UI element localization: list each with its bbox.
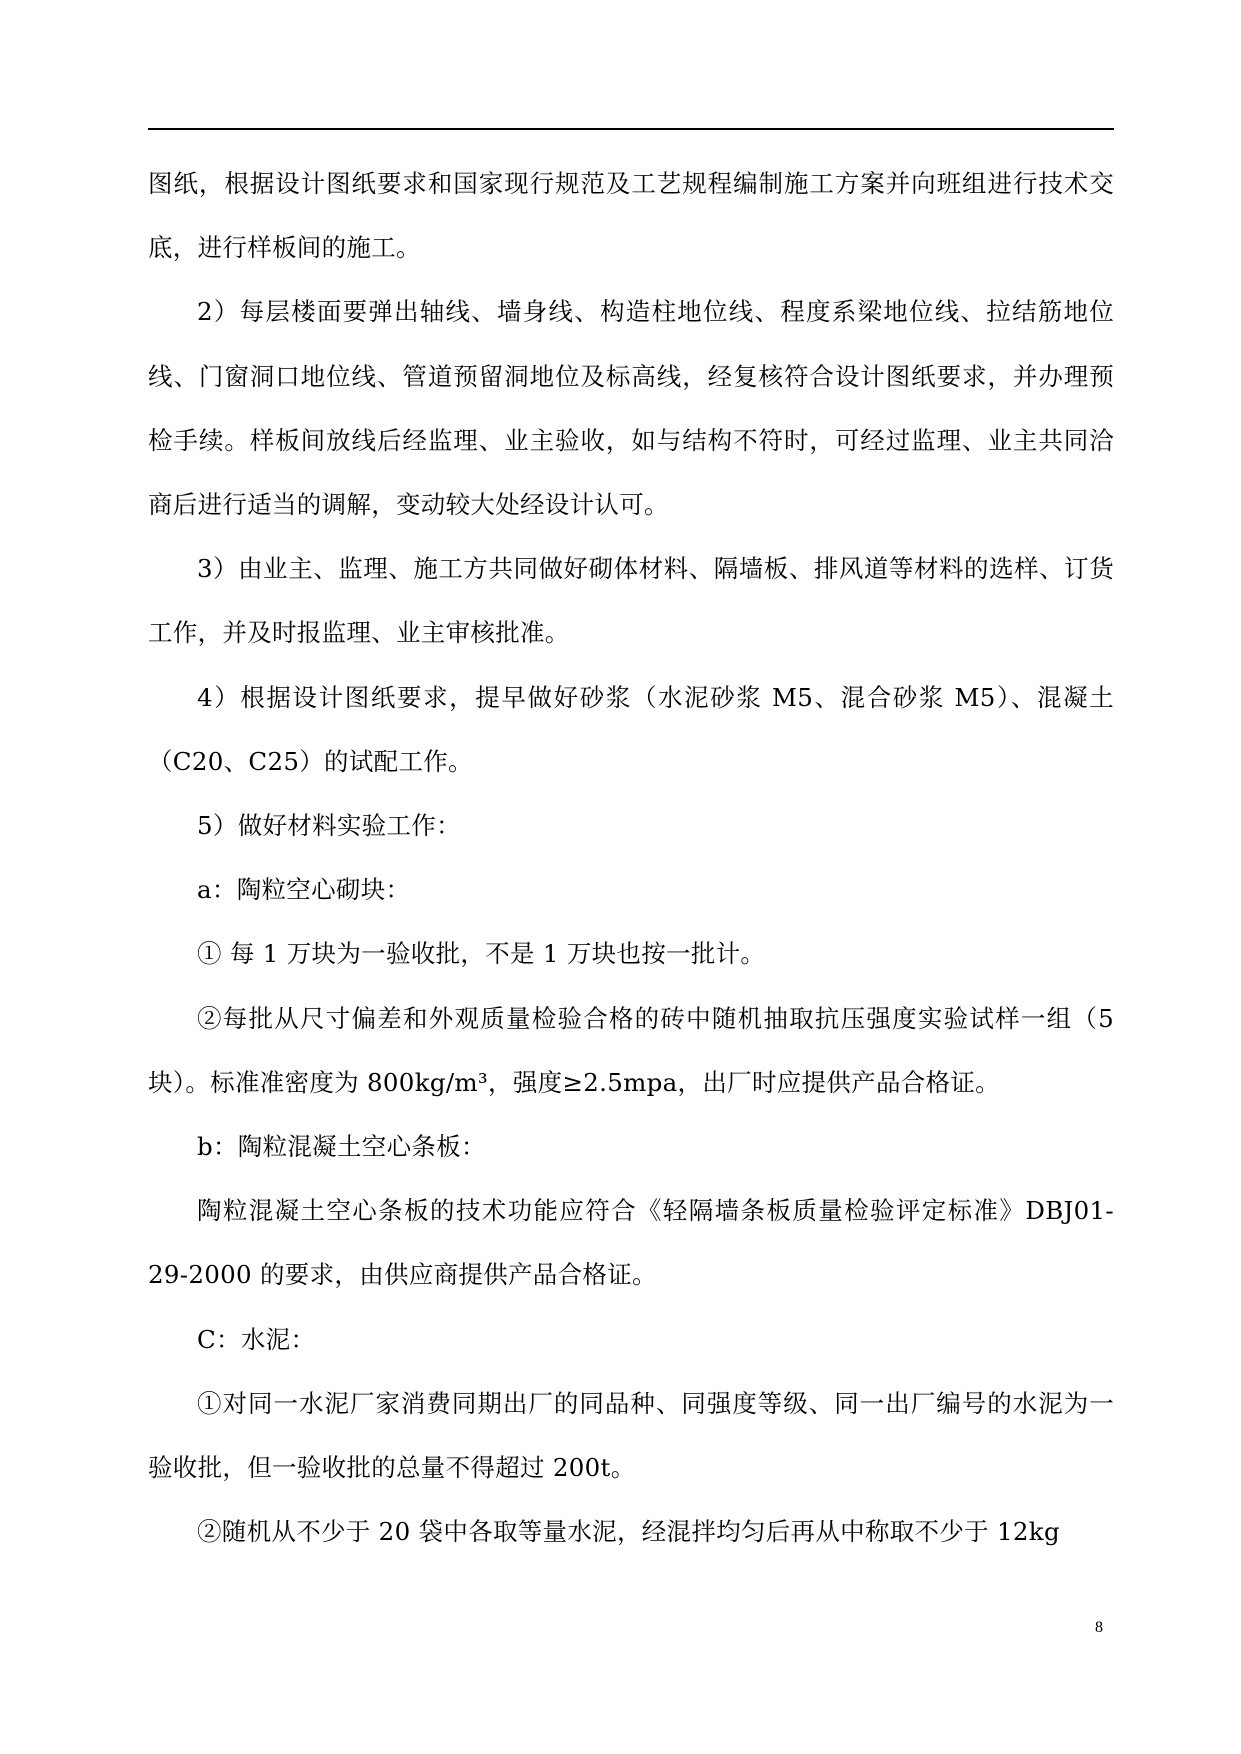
paragraph-a-1: ① 每 1 万块为一验收批，不是 1 万块也按一批计。 xyxy=(197,939,766,969)
page-number: 8 xyxy=(1095,1619,1103,1636)
paragraph-item-5: 5）做好材料实验工作： xyxy=(197,811,461,841)
subheading-b: b：陶粒混凝土空心条板： xyxy=(197,1132,486,1162)
paragraph-a-2: ②每批从尺寸偏差和外观质量检验合格的砖中随机抽取抗压强度实验试样一组（5 块）。标准准密度为 800kg/m³，强度≥2.5mpa，出厂时应提供产品合格证。 xyxy=(148,1003,1114,1097)
header-rule xyxy=(148,128,1114,130)
document-body xyxy=(148,152,1114,1564)
paragraph-continuation: 图纸，根据设计图纸要求和国家现行规范及工艺规程编制施工方案并向班组进行技术交底，进行样板间的施工。 xyxy=(148,169,1114,263)
paragraph-item-3: 3）由业主、监理、施工方共同做好砌体材料、隔墙板、排风道等材料的选样、订货工作，并及时报监理、业主审核批准。 xyxy=(148,554,1114,648)
paragraph-c-2: ②随机从不少于 20 袋中各取等量水泥，经混拌均匀后再从中称取不少于 12kg xyxy=(197,1517,1060,1547)
paragraph-b-1: 陶粒混凝土空心条板的技术功能应符合《轻隔墙条板质量检验评定标准》DBJ01-29-2000 的要求，由供应商提供产品合格证。 xyxy=(148,1196,1114,1290)
subheading-a: a：陶粒空心砌块： xyxy=(197,875,411,905)
paragraph-item-4: 4）根据设计图纸要求，提早做好砂浆（水泥砂浆 M5、混合砂浆 M5）、混凝土（C20、C25）的试配工作。 xyxy=(148,682,1114,776)
subheading-c: C：水泥： xyxy=(197,1324,316,1354)
paragraph-c-1: ①对同一水泥厂家消费同期出厂的同品种、同强度等级、同一出厂编号的水泥为一验收批，但一验收批的总量不得超过 200t。 xyxy=(148,1388,1114,1483)
paragraph-item-2: 2）每层楼面要弹出轴线、墙身线、构造柱地位线、程度系梁地位线、拉结筋地位线、门窗洞口地位线、管道预留洞地位及标高线，经复核符合设计图纸要求，并办理预检手续。样板间放线后经监理、业主验收，如与结构不符时，可经过监理、业主共同洽商后进行适当的调解，变动较大处经设计认可。 xyxy=(148,297,1114,520)
